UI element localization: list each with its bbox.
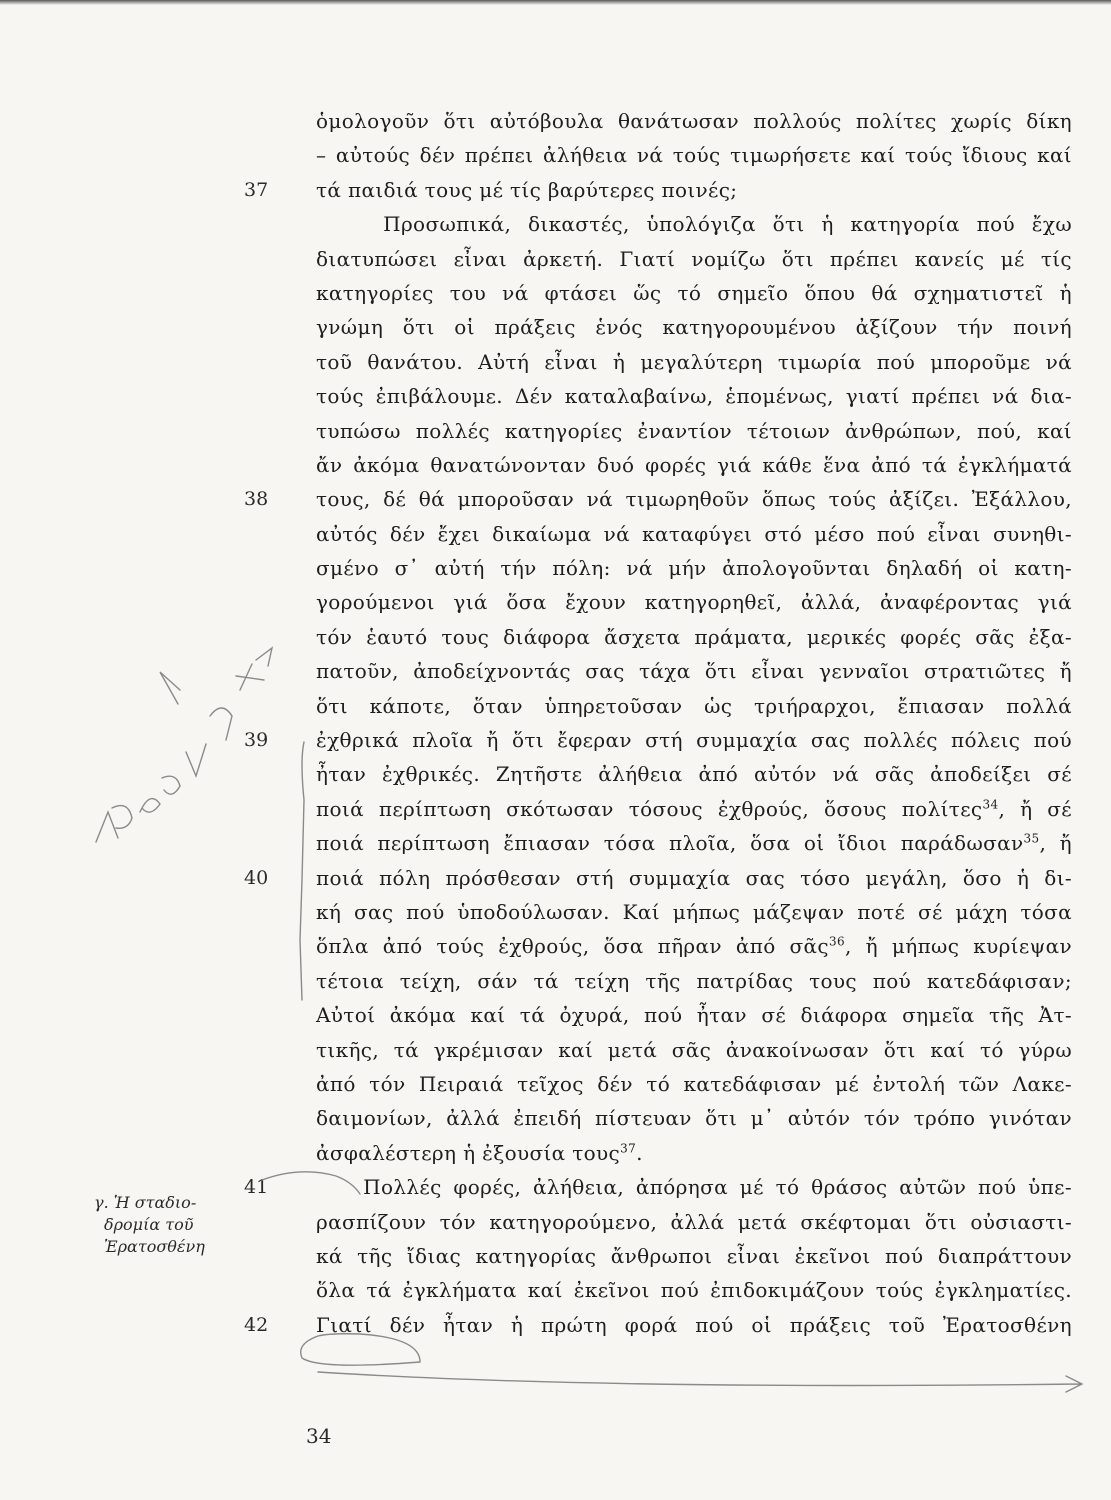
text-run: κή σας πού ὑποδούλωσαν. Καί μήπως μάζεψαν ποτέ σέ μάχη τόσα [316,899,1072,924]
footnote-marker: 37 [620,1141,637,1156]
text-line [316,517,1072,551]
text-line [316,929,1072,963]
text-line [316,620,1072,654]
text-run: τους, δέ θά μποροῦσαν νά τιμωρηθοῦν ὅπως τούς ἀξίζει. Ἐξάλλου, [316,487,1072,512]
text-line [316,1205,1072,1239]
section-number: 37 [244,178,269,201]
text-run: τοῦ θανάτου. Αὐτή εἶναι ἡ μεγαλύτερη τιμωρία πού μποροῦμε νά [316,349,1072,374]
text-run: Αὐτοί ἀκόμα καί τά ὀχυρά, πού ἦταν σέ διάφορα σημεῖα τῆς Ἀτ- [316,1003,1072,1028]
text-line [316,379,1072,413]
main-text [316,104,1072,1342]
margin-note [94,1192,244,1258]
text-line [316,551,1072,585]
text-line [316,757,1072,791]
text-run: τόν ἑαυτό τους διάφορα ἄσχετα πράματα, μερικές φορές σᾶς ἐξα- [316,624,1072,649]
text-run: τυπώσω πολλές κατηγορίες ἐναντίον τέτοιων ἀνθρώπων, πού, καί [316,418,1072,443]
margin-note-line-3: Ἐρατοσθένη [104,1237,205,1256]
text-run: ἀσφαλέστερη ἡ ἐξουσία τους [316,1140,621,1165]
section-number: 39 [244,729,269,752]
text-line [316,1033,1072,1067]
text-run: τέτοια τείχη, σάν τά τείχη τῆς πατρίδας τους πού κατεδάφισαν; [316,968,1072,993]
text-run: , ἤ σέ [998,796,1073,821]
text-run: Προσωπικά, δικαστές, ὑπολόγιζα ὅτι ἡ κατηγορία πού ἔχω [316,212,1072,237]
text-run: διατυπώσει εἶναι ἀρκετή. Γιατί νομίζω ὅτι πρέπει κανείς μέ τίς [316,246,1072,271]
text-line [316,792,1072,826]
text-line [316,207,1072,241]
text-line [316,1067,1072,1101]
text-line [316,276,1072,310]
text-line [316,1136,1072,1170]
text-run: ὅτι κάποτε, ὅταν ὑπηρετοῦσαν ὡς τριήραρχοι, ἔπιασαν πολλά [316,693,1072,718]
section-number: 42 [244,1314,269,1336]
section-number: 38 [244,488,269,511]
text-line [316,242,1072,276]
text-line [316,964,1072,998]
text-run: αὐτός δέν ἔχει δικαίωμα νά καταφύγει στό μέσο πού εἶναι συνηθι- [316,521,1072,546]
text-line [316,138,1072,172]
text-run: τά παιδιά τους μέ τίς βαρύτερες ποινές; [316,177,738,202]
text-line [316,1170,1072,1204]
text-run: ἀπό τόν Πειραιά τεῖχος δέν τό κατεδάφισαν μέ ἐντολή τῶν Λακε- [316,1071,1072,1096]
text-run: ποιά περίπτωση ἔπιασαν τόσα πλοῖα, ὅσα οἱ ἴδιοι παράδωσαν [316,831,1024,856]
text-run: ποιά πόλη πρόσθεσαν στή συμμαχία σας τόσο μεγάλη, ὅσο ἡ δι- [316,865,1072,890]
text-line [316,861,1072,895]
text-line [316,448,1072,482]
text-run: κά τῆς ἴδιας κατηγορίας ἄνθρωποι εἶναι ἐκεῖνοι πού διαπράττουν [316,1243,1072,1268]
underline-arrow [318,1372,1082,1392]
text-line [316,723,1072,757]
text-run: ἦταν ἐχθρικές. Ζητῆστε ἀλήθεια ἀπό αὐτόν νά σᾶς ἀποδείξει σέ [316,762,1072,787]
text-line [316,414,1072,448]
text-line [316,173,1072,207]
margin-note-line-2: δρομία τοῦ [104,1215,194,1234]
text-run: δαιμονίων, ἀλλά ἐπειδή πίστευαν ὅτι μ᾽ αὐτόν τόν τρόπο γινόταν [316,1106,1072,1131]
page-number: 34 [306,1424,332,1448]
footnote-marker: 36 [828,934,845,949]
text-run: γορούμενοι γιά ὅσα ἔχουν κατηγορηθεῖ, ἀλλά, ἀναφέροντας γιά [316,590,1072,615]
text-run: σμένο σ᾽ αὐτή τήν πόλη: νά μήν ἀπολογοῦνται δηλαδή οἱ κατη- [316,556,1072,581]
text-line [316,826,1072,860]
text-line [316,345,1072,379]
text-line [316,689,1072,723]
text-run: , ἤ [1039,831,1072,856]
text-line [316,654,1072,688]
text-run: ὅπλα ἀπό τούς ἐχθρούς, ὅσα πῆραν ἀπό σᾶς [316,934,829,959]
text-run: ρασπίζουν τόν κατηγορούμενο, ἀλλά μετά σκέφτομαι ὅτι οὐσιαστι- [316,1209,1072,1234]
text-line [316,1101,1072,1135]
text-run: ἄν ἀκόμα θανατώνονταν δυό φορές γιά κάθε ἕνα ἀπό τά ἐγκλήματά [316,452,1072,477]
text-line [316,104,1072,138]
text-run: , ἤ μήπως κυρίεψαν [844,934,1072,959]
text-run: κατηγορίες του νά φτάσει ὥς τό σημεῖο ὅπου θά σχηματιστεῖ ἡ [316,280,1072,305]
text-run: Γιατί δέν ἦταν ἡ πρώτη φορά πού οἱ πράξεις τοῦ Ἐρατοσθένη [316,1312,1072,1337]
text-line [316,895,1072,929]
text-line [316,1239,1072,1273]
margin-bracket [300,742,304,1000]
text-run: ἐχθρικά πλοῖα ἤ ὅτι ἔφεραν στή συμμαχία σας πολλές πόλεις πού [316,728,1072,753]
scan-top-edge [0,0,1111,5]
text-line [316,585,1072,619]
text-line [316,310,1072,344]
text-run: ὅλα τά ἐγκλήματα καί ἐκεῖνοι πού ἐπιδοκιμάζουν τούς ἐγκληματίες. [316,1278,1072,1303]
text-run: . [636,1140,643,1165]
text-line [316,998,1072,1032]
text-run: τούς ἐπιβάλουμε. Δέν καταλαβαίνω, ἑπομένως, γιατί πρέπει νά δια- [316,384,1072,409]
margin-note-line-1: γ. Ἡ σταδιο- [94,1193,197,1212]
text-run: ὁμολογοῦν ὅτι αὐτόβουλα θανάτωσαν πολλούς πολίτες χωρίς δίκη [316,109,1072,133]
text-run: τικῆς, τά γκρέμισαν καί μετά σᾶς ἀνακοίνωσαν ὅτι καί τό γύρω [316,1037,1072,1062]
section-number: 40 [244,866,269,889]
footnote-marker: 34 [982,797,999,812]
text-line [316,1273,1072,1307]
text-run: – αὐτούς δέν πρέπει ἀλήθεια νά τούς τιμωρήσετε καί τούς ἴδιους καί [316,143,1072,168]
text-run: Πολλές φορές, ἀλήθεια, ἀπόρησα μέ τό θράσος αὐτῶν πού ὑπε- [316,1175,1072,1200]
text-run: ποιά περίπτωση σκότωσαν τόσους ἐχθρούς, ὅσους πολίτες [316,796,983,821]
text-line [316,482,1072,516]
text-line [316,1308,1072,1342]
text-run: γνώμη ὅτι οἱ πράξεις ἑνός κατηγορουμένου ἀξίζουν τήν ποινή [316,315,1072,340]
footnote-marker: 35 [1023,831,1040,846]
text-run: πατοῦν, ἀποδείχνοντάς σας τάχα ὅτι εἶναι γενναῖοι στρατιῶτες ἤ [316,659,1072,684]
section-number: 41 [244,1176,269,1199]
